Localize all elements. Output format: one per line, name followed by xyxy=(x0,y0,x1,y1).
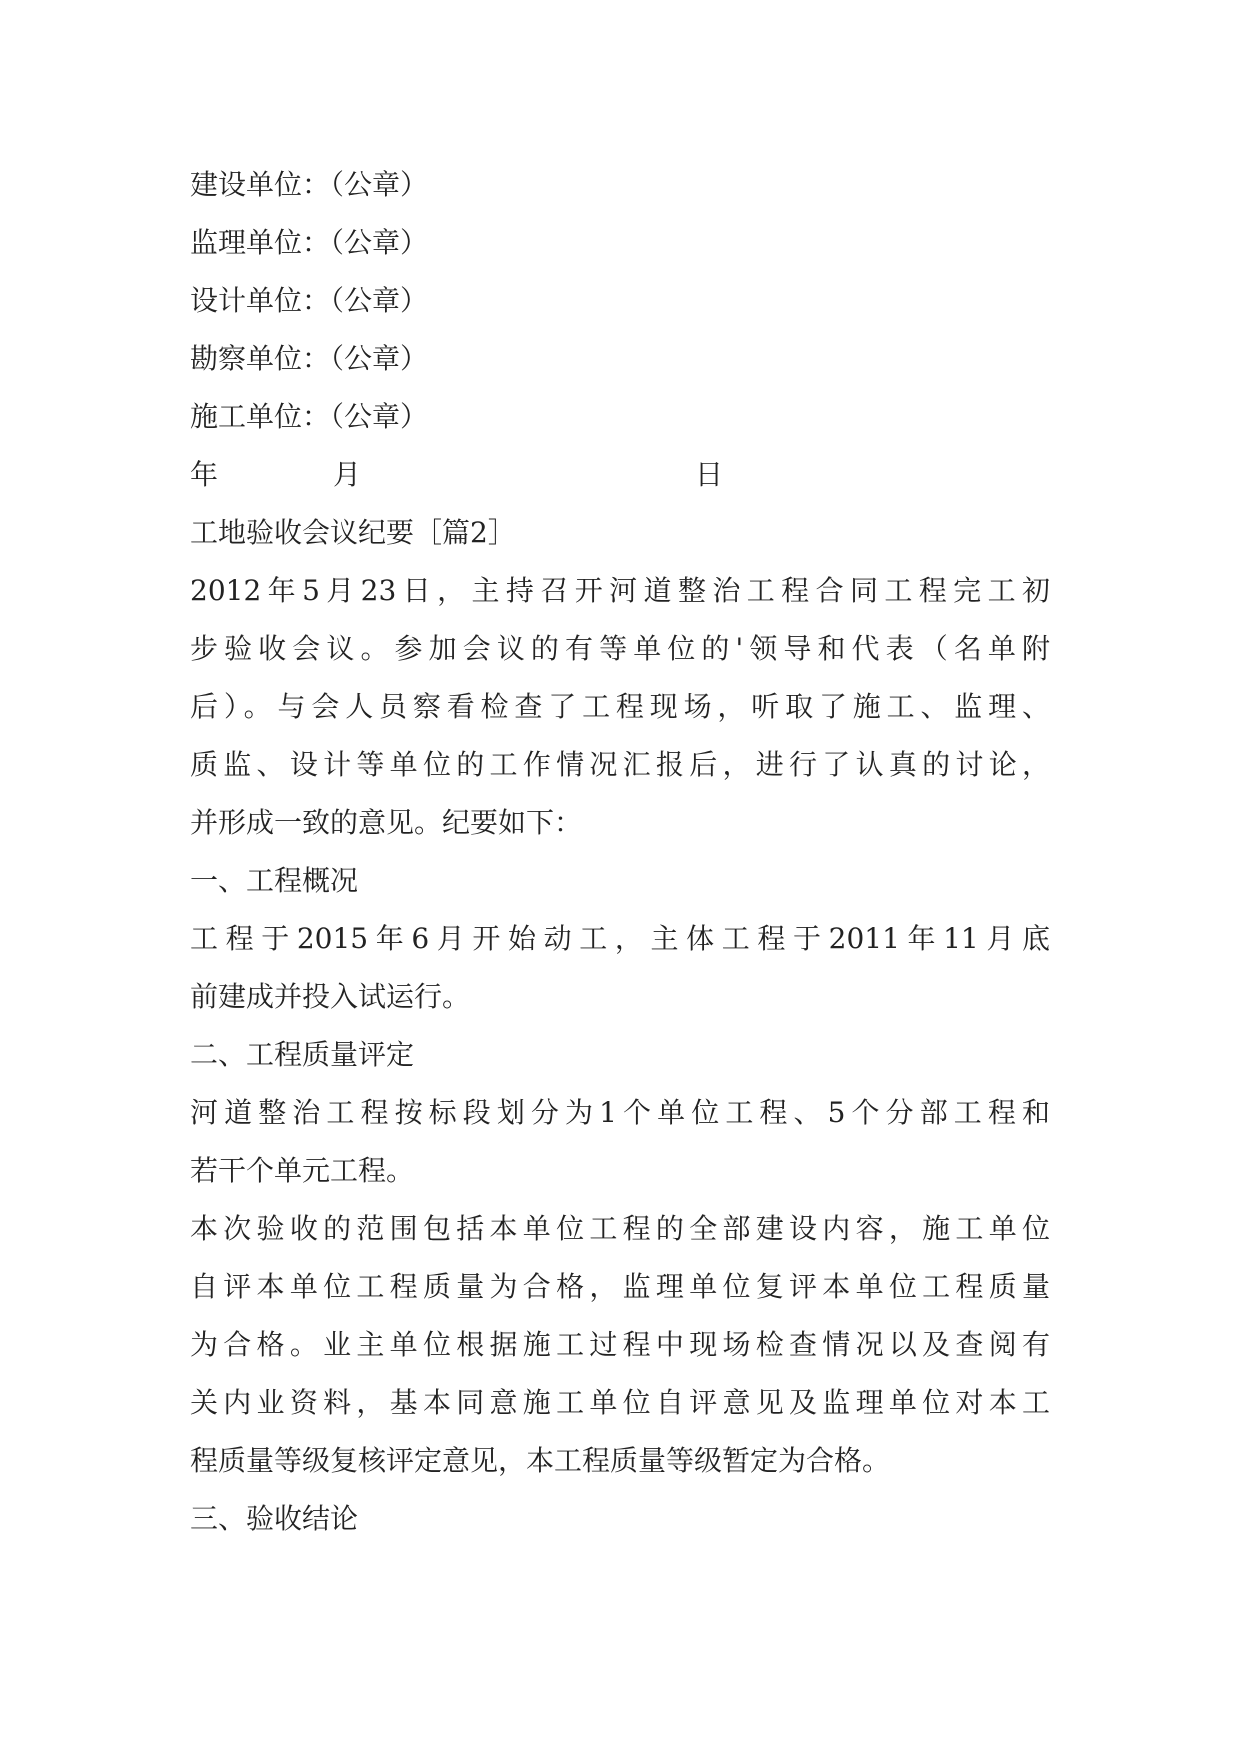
paragraph-line: 若干个单元工程。 xyxy=(190,1154,415,1187)
paragraph-line: 前建成并投入试运行。 xyxy=(190,980,471,1013)
heading-conclusion: 三、验收结论 xyxy=(190,1502,359,1535)
unit-line-construction: 建设单位：（公章） xyxy=(190,168,429,201)
date-day-label: 日 xyxy=(695,458,724,491)
paragraph-line: 后）。与会人员察看检查了工程现场，听取了施工、监理、 xyxy=(190,690,1050,723)
date-line xyxy=(190,455,1090,495)
date-year-label: 年 xyxy=(190,458,219,491)
paragraph-line: 步验收会议。参加会议的有等单位的'领导和代表（名单附 xyxy=(190,632,1050,665)
date-month-label: 月 xyxy=(333,458,362,491)
unit-line-survey: 勘察单位：（公章） xyxy=(190,342,429,375)
paragraph-line: 关内业资料，基本同意施工单位自评意见及监理单位对本工 xyxy=(190,1386,1050,1419)
paragraph-line: 自评本单位工程质量为合格，监理单位复评本单位工程质量 xyxy=(190,1270,1050,1303)
paragraph-line: 工程于2015年6月开始动工，主体工程于2011年11月底 xyxy=(190,922,1050,955)
paragraph-line: 2012年5月23日，主持召开河道整治工程合同工程完工初 xyxy=(190,574,1050,607)
heading-overview: 一、工程概况 xyxy=(190,864,359,897)
section-title: 工地验收会议纪要［篇2］ xyxy=(190,516,516,549)
paragraph-line: 程质量等级复核评定意见，本工程质量等级暂定为合格。 xyxy=(190,1444,891,1477)
paragraph-line: 本次验收的范围包括本单位工程的全部建设内容，施工单位 xyxy=(190,1212,1050,1245)
unit-line-design: 设计单位：（公章） xyxy=(190,284,429,317)
paragraph-line: 为合格。业主单位根据施工过程中现场检查情况以及查阅有 xyxy=(190,1328,1050,1361)
unit-line-contractor: 施工单位：（公章） xyxy=(190,400,429,433)
paragraph-line: 并形成一致的意见。纪要如下： xyxy=(190,806,583,839)
unit-line-supervision: 监理单位：（公章） xyxy=(190,226,429,259)
heading-quality: 二、工程质量评定 xyxy=(190,1038,415,1071)
paragraph-line: 质监、设计等单位的工作情况汇报后，进行了认真的讨论， xyxy=(190,748,1050,781)
paragraph-line: 河道整治工程按标段划分为1个单位工程、5个分部工程和 xyxy=(190,1096,1050,1129)
